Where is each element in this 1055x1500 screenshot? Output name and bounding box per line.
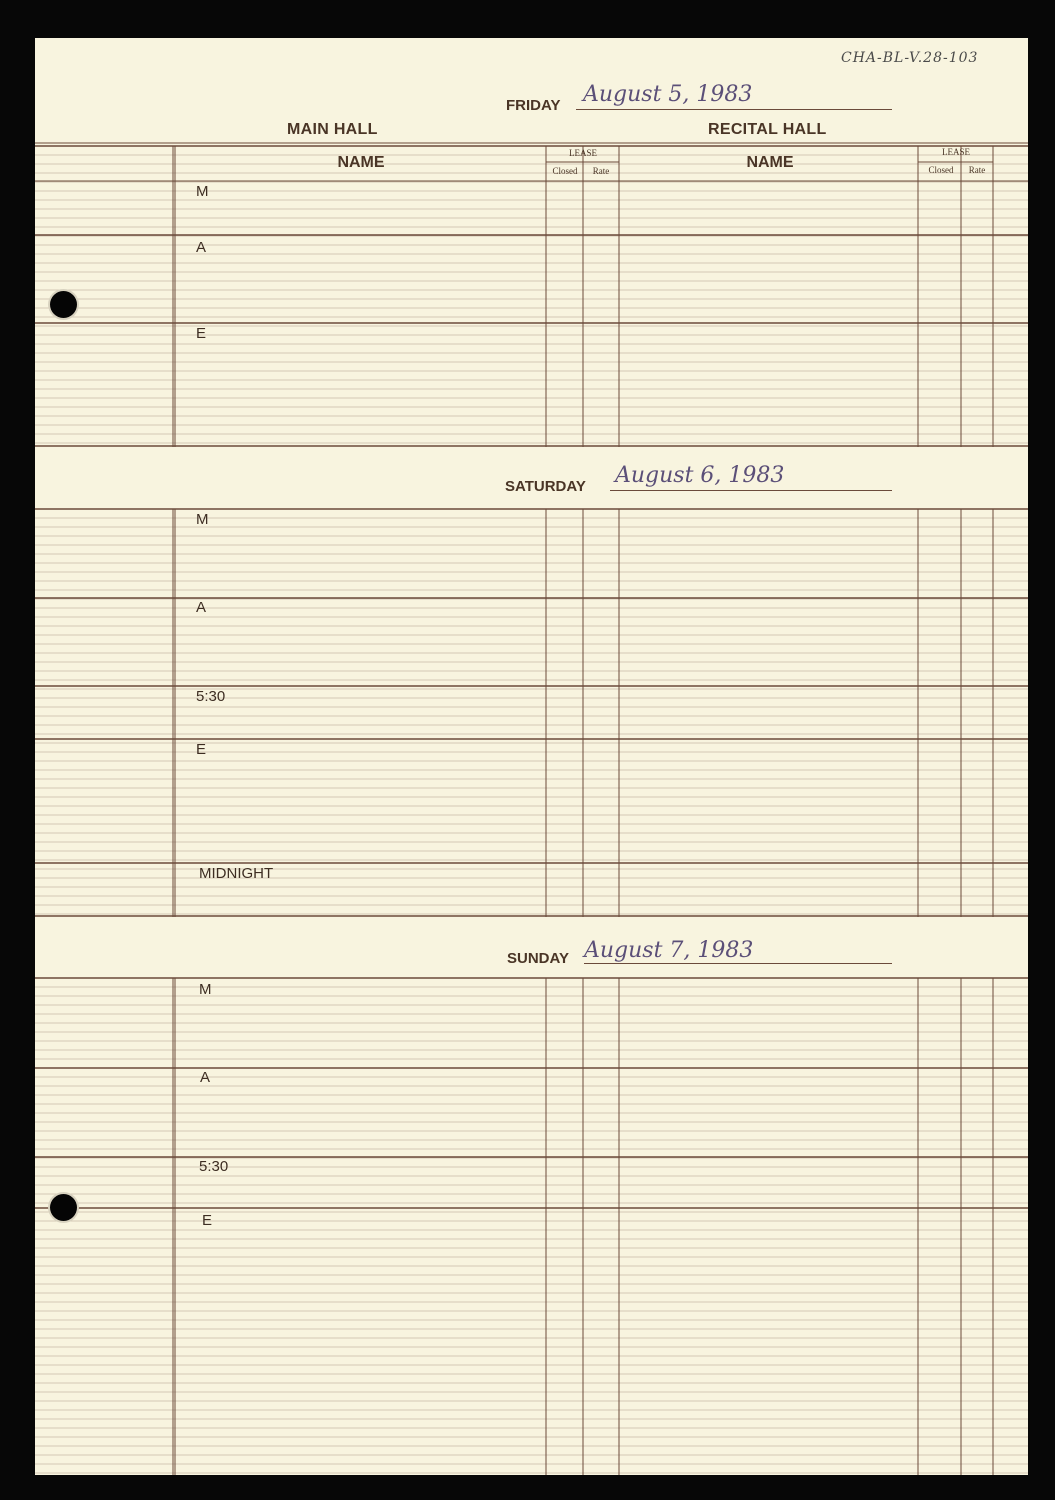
ledger-sheet (35, 38, 1028, 1475)
date-line-saturday (610, 490, 892, 491)
reference-number: CHA-BL-V.28-103 (841, 50, 979, 66)
main-lease-header: LEASE (569, 148, 597, 158)
date-saturday: August 6, 1983 (615, 463, 785, 488)
main-closed-header: Closed (552, 166, 578, 176)
slot-label: 5:30 (196, 688, 226, 705)
slot-label: A (196, 239, 207, 256)
recital-closed-header: Closed (928, 165, 954, 175)
main-rate-header: Rate (592, 166, 610, 176)
date-line-sunday (584, 963, 892, 964)
slot-label: A (200, 1069, 211, 1086)
day-label-friday: FRIDAY (506, 97, 561, 114)
slot-label: M (199, 981, 212, 998)
slot-label: MIDNIGHT (199, 865, 274, 882)
slot-label: A (196, 599, 207, 616)
ledger-grid (35, 38, 1028, 1475)
slot-label: E (196, 325, 207, 342)
slot-label: E (196, 741, 207, 758)
slot-label: M (196, 183, 209, 200)
date-line-friday (576, 109, 892, 110)
binder-hole (50, 291, 77, 318)
recital-hall-header: RECITAL HALL (708, 121, 827, 138)
recital-lease-header: LEASE (942, 147, 970, 157)
slot-label: E (202, 1212, 213, 1229)
main-hall-header: MAIN HALL (287, 121, 378, 138)
main-name-column-header: NAME (337, 154, 385, 171)
date-sunday: August 7, 1983 (584, 938, 754, 963)
day-label-sunday: SUNDAY (507, 950, 569, 967)
slot-label: 5:30 (199, 1158, 229, 1175)
slot-label: M (196, 511, 209, 528)
day-label-saturday: SATURDAY (505, 478, 586, 495)
recital-rate-header: Rate (968, 165, 986, 175)
binder-hole (50, 1194, 77, 1221)
date-friday: August 5, 1983 (583, 82, 753, 107)
recital-name-column-header: NAME (746, 154, 794, 171)
